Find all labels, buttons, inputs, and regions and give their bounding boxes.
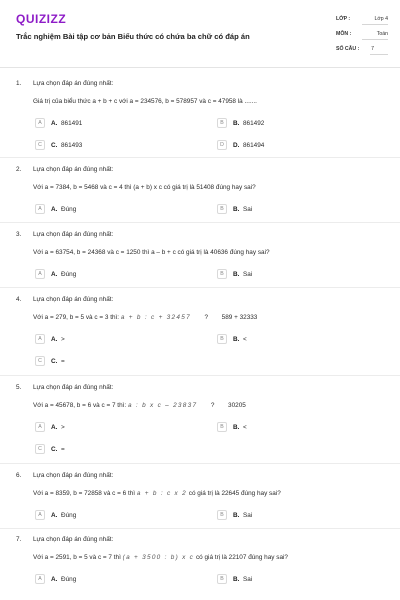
question-divider: [0, 375, 400, 376]
question-number: 5.: [16, 384, 22, 391]
option-letter-box: C: [35, 140, 45, 150]
option-text: <: [243, 336, 247, 343]
option-key: A.: [51, 512, 58, 519]
meta-subject-value: Toán: [376, 31, 388, 37]
option-letter-box: C: [35, 356, 45, 366]
quizizz-logo: QUIZIZZ: [16, 12, 67, 26]
option-letter-box: A: [35, 422, 45, 432]
question-number: 7.: [16, 536, 22, 543]
option-letter-box: B: [217, 269, 227, 279]
question-instruction: Lựa chọn đáp án đúng nhất:: [33, 472, 114, 479]
option-text: Sai: [243, 512, 253, 519]
option-key: C.: [51, 142, 58, 149]
comparison-blank: ?: [204, 314, 209, 321]
question-text-prefix: Với a = 279, b = 5 và c = 3 thì:: [33, 314, 120, 321]
option-text: 861493: [61, 142, 83, 149]
option-letter-box: B: [217, 574, 227, 584]
option-text: Sai: [243, 206, 253, 213]
option-key: A.: [51, 336, 58, 343]
option-key: B.: [233, 424, 240, 431]
option-letter-box: B: [217, 118, 227, 128]
math-expression: a : b x c – 23837: [127, 402, 198, 409]
option-letter-box: A: [35, 574, 45, 584]
question-divider: [0, 528, 400, 529]
question-text: [33, 490, 373, 497]
meta-count-value: 7: [371, 46, 374, 52]
question-text: Với a = 7384, b = 5468 và c = 4 thì (a + b) x c có giá trị là 51408 đúng hay sai?: [33, 184, 256, 191]
math-expression: a + b : c x 2: [136, 490, 187, 497]
option-key: B.: [233, 206, 240, 213]
question-number: 6.: [16, 472, 22, 479]
question-instruction: Lựa chọn đáp án đúng nhất:: [33, 536, 114, 543]
option-key: A.: [51, 206, 58, 213]
meta-count-label: SỐ CÂU :: [336, 46, 360, 52]
meta-grade-value: Lớp 4: [374, 16, 388, 22]
option-text: Đúng: [61, 206, 77, 213]
comparison-right-side: 589 + 32333: [221, 314, 258, 321]
option-text: =: [61, 446, 65, 453]
question-number: 2.: [16, 166, 22, 173]
meta-subject-line: [362, 39, 388, 40]
meta-count-line: [370, 54, 388, 55]
option-key: B.: [233, 271, 240, 278]
question-divider: [0, 463, 400, 464]
question-text: Với a = 63754, b = 24368 và c = 1250 thì a – b + c có giá trị là 40636 đúng hay sai?: [33, 249, 270, 256]
question-text: [33, 554, 373, 561]
math-expression: a + b : c + 32457: [120, 314, 191, 321]
option-letter-box: B: [217, 334, 227, 344]
option-key: B.: [233, 336, 240, 343]
option-text: =: [61, 358, 65, 365]
option-text: 861494: [243, 142, 265, 149]
option-text: Đúng: [61, 512, 77, 519]
option-letter-box: A: [35, 204, 45, 214]
question-divider: [0, 287, 400, 288]
worksheet-header: [0, 0, 400, 68]
comparison-right-side: 30205: [228, 402, 246, 409]
option-key: B.: [233, 576, 240, 583]
question-instruction: Lựa chọn đáp án đúng nhất:: [33, 231, 114, 238]
question-text-prefix: Với a = 2591, b = 5 và c = 7 thì: [33, 554, 121, 561]
option-letter-box: B: [217, 422, 227, 432]
option-letter-box: A: [35, 510, 45, 520]
option-letter-box: C: [35, 444, 45, 454]
question-divider: [0, 222, 400, 223]
option-text: Đúng: [61, 576, 77, 583]
option-letter-box: A: [35, 334, 45, 344]
option-key: A.: [51, 120, 58, 127]
option-key: C.: [51, 358, 58, 365]
meta-grade-label: LỚP :: [336, 16, 351, 22]
question-instruction: Lựa chọn đáp án đúng nhất:: [33, 384, 114, 391]
comparison-blank: ?: [210, 402, 215, 409]
option-key: B.: [233, 120, 240, 127]
meta-subject-label: MÔN :: [336, 31, 352, 37]
option-letter-box: B: [217, 510, 227, 520]
math-expression: (a + 3500 : b) x c: [122, 554, 195, 561]
option-key: A.: [51, 271, 58, 278]
option-key: D.: [233, 142, 240, 149]
worksheet-title: Trắc nghiệm Bài tập cơ bản Biểu thức có chứa ba chữ có đáp án: [16, 32, 250, 41]
option-text: <: [243, 424, 247, 431]
question-text-prefix: Với a = 8359, b = 72858 và c = 6 thì: [33, 490, 136, 497]
option-text: 861491: [61, 120, 83, 127]
option-text: >: [61, 336, 65, 343]
option-letter-box: D: [217, 140, 227, 150]
question-text-suffix: có giá trị là 22107 đúng hay sai?: [195, 554, 288, 561]
question-divider: [0, 157, 400, 158]
question-instruction: Lựa chọn đáp án đúng nhất:: [33, 80, 114, 87]
option-text: >: [61, 424, 65, 431]
question-instruction: Lựa chọn đáp án đúng nhất:: [33, 296, 114, 303]
option-letter-box: B: [217, 204, 227, 214]
option-letter-box: A: [35, 118, 45, 128]
question-number: 4.: [16, 296, 22, 303]
option-key: C.: [51, 446, 58, 453]
question-number: 1.: [16, 80, 22, 87]
option-key: A.: [51, 424, 58, 431]
option-key: B.: [233, 512, 240, 519]
option-letter-box: A: [35, 269, 45, 279]
option-text: 861492: [243, 120, 265, 127]
question-text: [33, 314, 373, 321]
question-instruction: Lựa chọn đáp án đúng nhất:: [33, 166, 114, 173]
option-text: Đúng: [61, 271, 77, 278]
question-text: Giá trị của biểu thức a + b + c với a = 234576, b = 578957 và c = 47958 là .......: [33, 98, 257, 105]
question-text-prefix: Với a = 45678, b = 6 và c = 7 thì:: [33, 402, 127, 409]
question-text: [33, 402, 373, 409]
question-number: 3.: [16, 231, 22, 238]
meta-grade-line: [362, 24, 388, 25]
option-text: Sai: [243, 576, 253, 583]
option-text: Sai: [243, 271, 253, 278]
option-key: A.: [51, 576, 58, 583]
question-text-suffix: có giá trị là 22645 đúng hay sai?: [188, 490, 281, 497]
